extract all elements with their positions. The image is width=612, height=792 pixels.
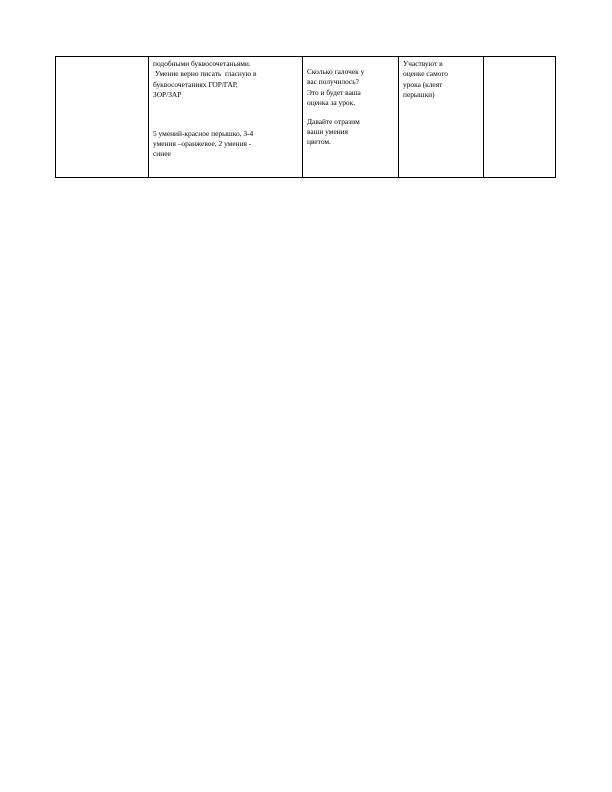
criteria-line: подобными буквосочетаньями. [153,59,251,68]
instruction-line: ваши умения [307,127,349,137]
student-activity-line: Участвуют в [403,59,443,68]
instruction-line: Давайте отразим [307,116,360,126]
question-line: оценка за урок. [307,98,356,108]
criteria-line: ЗОР/ЗАР [153,90,182,100]
table-row [56,57,556,178]
student-activity-line: урока (клеят [403,79,443,89]
teacher-activity-cell [303,57,399,178]
color-scale-line: синее [153,149,171,159]
criteria-line: буквосочетаниях ГОР/ГАР, [153,79,238,89]
criteria-cell [149,57,303,178]
student-activity-cell [399,57,484,178]
spacer [307,109,394,117]
question-line: Сколько галочек у [307,67,365,76]
lesson-table [55,56,556,178]
stage-cell [56,57,149,178]
spacer [307,59,394,67]
question-line: Это и будет ваша [307,87,361,97]
student-activity-line: оценке самого [403,69,448,79]
color-scale-line: умения –оранжевое, 2 умения - [153,139,252,149]
criteria-line: Умение верно писать гласную в [153,69,257,79]
notes-cell [484,57,556,178]
student-activity-line: перышки) [403,90,435,100]
question-line: вас получилось? [307,77,359,87]
color-scale-line: 5 умений-красное перышко, 3-4 [153,128,254,138]
instruction-line: цветом. [307,137,331,147]
spacer [153,101,298,129]
